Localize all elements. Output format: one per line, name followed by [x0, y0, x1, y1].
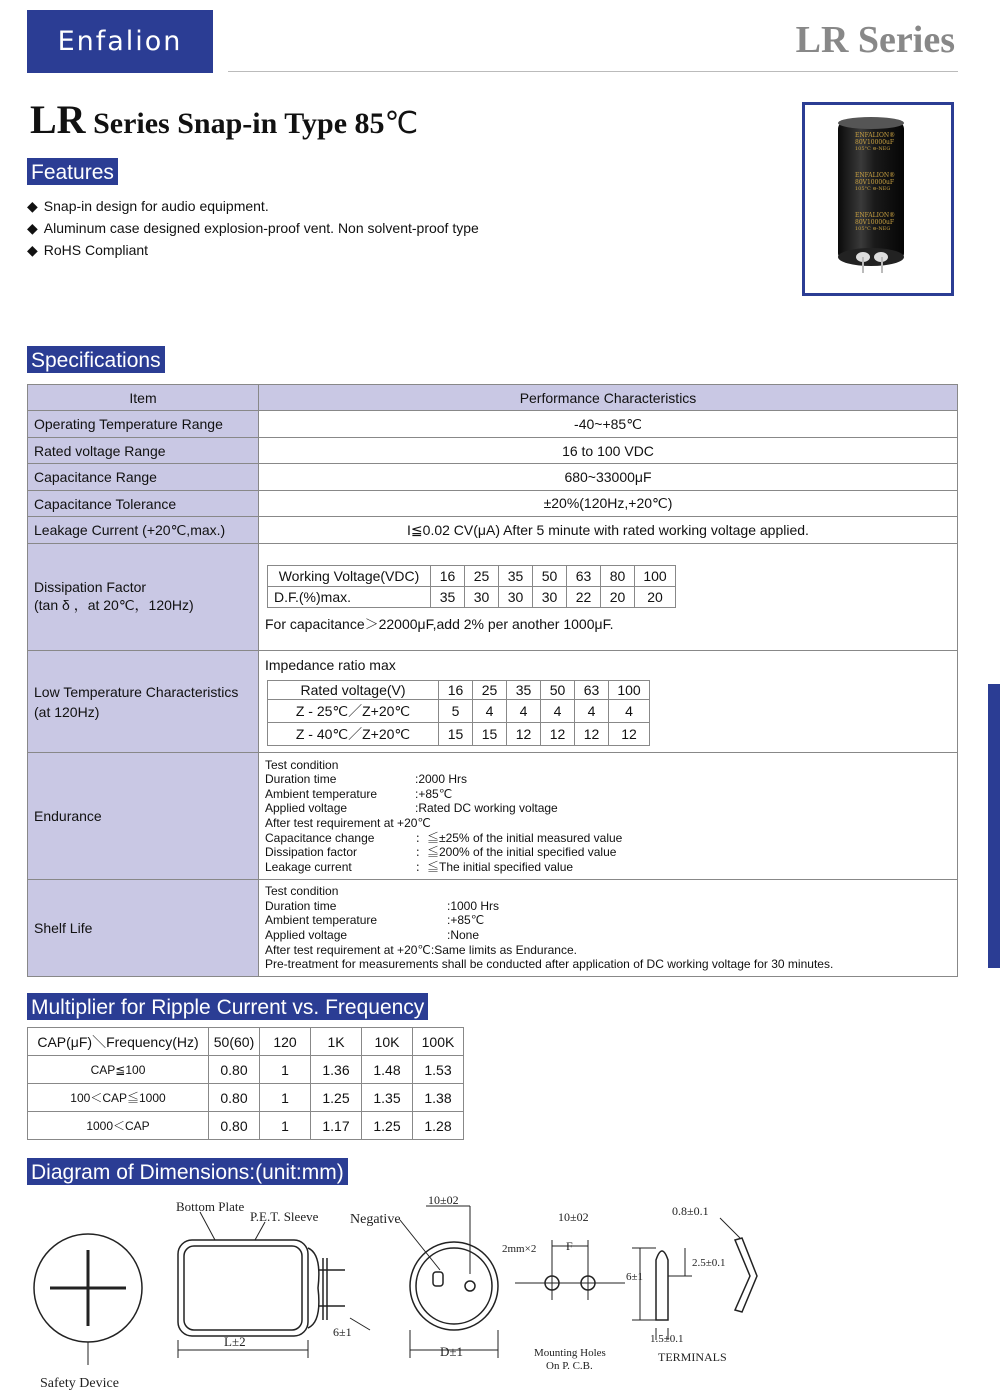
f-dim-label: F [566, 1239, 573, 1253]
diameter-dim-label: D±1 [440, 1344, 464, 1359]
two-mm-label: 2mm×2 [502, 1243, 537, 1255]
df-header-cell: 80 [601, 565, 635, 586]
ripple-header-cell: 1K [311, 1028, 362, 1056]
photo-text: 105°C ⊖-NEG [855, 146, 891, 152]
spec-value: I≦0.02 CV(μA) After 5 minute with rated working voltage applied. [259, 517, 958, 544]
shelf-row [265, 928, 951, 943]
shelf-after: After test requirement at +20℃:Same limits as Endurance. [265, 942, 577, 957]
row-label: Applied voltage [265, 928, 348, 942]
lowtemp-cell-value: 15 [439, 723, 473, 746]
endurance-row [265, 772, 951, 787]
lowtemp-header-cell: 100 [609, 681, 650, 700]
df-note: For capacitance＞22000μF,add 2% per another 1000μF. [265, 615, 614, 632]
endurance-req-row [265, 860, 951, 875]
series-code: LR [30, 97, 86, 142]
ripple-row-label: CAP≦100 [28, 1056, 209, 1084]
lowtemp-cell-value: 4 [575, 700, 609, 723]
ripple-header-cell: 10K [362, 1028, 413, 1056]
endurance-row [265, 801, 951, 816]
shelf-test-condition: Test condition [265, 884, 339, 899]
mounting-holes-sublabel: On P. C.B. [546, 1360, 593, 1372]
endurance-req-row [265, 845, 951, 860]
photo-text: 105°C ⊖-NEG [855, 226, 891, 232]
mounting-holes-label: Mounting Holes [534, 1347, 606, 1359]
col-item-header: Item [28, 385, 259, 411]
ripple-row-label: 1000＜CAP [28, 1112, 209, 1140]
photo-text: 105°C ⊖-NEG [855, 186, 891, 192]
lowtemp-cell-value: 4 [609, 700, 650, 723]
ripple-value: 1.53 [413, 1056, 464, 1084]
row-label: Dissipation factor [265, 845, 358, 860]
endurance-after: After test requirement at +20℃ [265, 816, 431, 830]
spec-item: Capacitance Tolerance [28, 491, 259, 517]
photo-text: 80V10000uF [855, 179, 895, 186]
ripple-value: 1.17 [311, 1112, 362, 1140]
side-accent-bar [988, 684, 1000, 968]
lowtemp-caption: Impedance ratio max [265, 657, 396, 673]
capacitor-image [805, 105, 951, 293]
feature-item: ◆ Snap-in design for audio equipment. [27, 195, 479, 217]
ripple-value: 1 [260, 1056, 311, 1084]
df-cell-value: D.F.(%)max. [268, 586, 431, 607]
lowtemp-header-cell: 63 [575, 681, 609, 700]
pet-sleeve-label: P.E.T. Sleeve [250, 1209, 319, 1224]
bottom-plate-label: Bottom Plate [176, 1199, 245, 1214]
row-value: :+85℃ [447, 913, 485, 928]
shelf-cell [259, 880, 958, 977]
feature-item: ◆ RoHS Compliant [27, 239, 479, 261]
shelf-row [265, 913, 951, 928]
spec-item: Shelf Life [28, 880, 259, 977]
row-label: Capacitance change [265, 830, 375, 845]
terminal-view [632, 1218, 757, 1340]
df-cell-value: 20 [601, 586, 635, 607]
product-photo [802, 102, 954, 296]
df-header-cell: 100 [635, 565, 676, 586]
row-label: Ambient temperature [265, 786, 378, 801]
endurance-row [265, 787, 951, 802]
lowtemp-header-cell: 35 [507, 681, 541, 700]
lowtemp-cell-value: Z - 25℃／Z+20℃ [268, 700, 439, 723]
negative-label: Negative [350, 1212, 401, 1227]
ripple-value: 0.80 [209, 1112, 260, 1140]
ripple-table [27, 1027, 464, 1140]
lowtemp-cell-value: 12 [507, 723, 541, 746]
pin-b-label: 1.5±0.1 [650, 1333, 684, 1345]
ripple-value: 1.35 [362, 1084, 413, 1112]
shelf-pre: Pre-treatment for measurements shall be conducted after application of DC working voltage for 30 minutes. [265, 957, 834, 972]
pin-width-label: 0.8±0.1 [672, 1204, 709, 1218]
ripple-heading: Multiplier for Ripple Current vs. Frequency [27, 993, 428, 1020]
photo-text: ENFALION® [855, 172, 896, 179]
page-title [30, 96, 418, 143]
df-cell-value: 30 [533, 586, 567, 607]
title-text: Series Snap-in Type 85 [85, 107, 385, 140]
df-cell-value: 20 [635, 586, 676, 607]
row-value: :Rated DC working voltage [415, 801, 558, 816]
ripple-header-cell: CAP(μF)＼Frequency(Hz) [28, 1028, 209, 1056]
ten-b-label: 10±02 [558, 1210, 589, 1224]
row-value: :None [447, 928, 480, 942]
ripple-value: 1.28 [413, 1112, 464, 1140]
row-value: ：≦±25% of the initial measured value [415, 830, 623, 845]
capacitor-bottom-view [400, 1206, 498, 1358]
spec-item: Endurance [28, 753, 259, 880]
lowtemp-cell-value: 4 [473, 700, 507, 723]
features-list [27, 195, 479, 261]
ripple-value: 1 [260, 1084, 311, 1112]
dimensions-diagram [0, 1190, 1000, 1400]
df-sublabel: (tan δ ，at 20℃，120Hz) [34, 597, 194, 613]
lowtemp-table [267, 680, 650, 746]
df-cell-value: 30 [465, 586, 499, 607]
terminals-label: TERMINALS [658, 1350, 727, 1364]
lowtemp-header-cell: Rated voltage(V) [268, 681, 439, 700]
series-title: LR Series [795, 19, 955, 61]
df-cell-value: 35 [431, 586, 465, 607]
lowtemp-cell-value: 12 [609, 723, 650, 746]
lowtemp-cell [259, 651, 958, 753]
spec-item [28, 544, 259, 651]
ripple-value: 1.38 [413, 1084, 464, 1112]
ripple-value: 1.25 [362, 1112, 413, 1140]
lowtemp-cell-value: 15 [473, 723, 507, 746]
features-heading: Features [27, 158, 118, 185]
lowtemp-label: Low Temperature Characteristics [34, 683, 239, 700]
lowtemp-cell-value: 4 [507, 700, 541, 723]
photo-text: ENFALION® [855, 132, 896, 139]
df-header-cell: 63 [567, 565, 601, 586]
lowtemp-sublabel: (at 120Hz) [34, 703, 100, 720]
spec-value: 680~33000μF [259, 464, 958, 491]
ripple-header-cell: 50(60) [209, 1028, 260, 1056]
lowtemp-header-cell: 25 [473, 681, 507, 700]
row-value: :1000 Hrs [447, 898, 500, 913]
shelf-row [265, 899, 951, 914]
col-perf-header: Performance Characteristics [259, 385, 958, 411]
ripple-value: 0.80 [209, 1056, 260, 1084]
row-label: Ambient temperature [265, 913, 378, 928]
ripple-value: 1.48 [362, 1056, 413, 1084]
photo-text: 80V10000uF [855, 219, 895, 226]
ripple-value: 0.80 [209, 1084, 260, 1112]
ten-a-label: 10±02 [428, 1193, 459, 1207]
spec-value: -40~+85℃ [259, 411, 958, 438]
lowtemp-cell-value: 5 [439, 700, 473, 723]
title-unit: ℃ [384, 107, 419, 140]
df-header-cell: 25 [465, 565, 499, 586]
lowtemp-cell-value: 12 [575, 723, 609, 746]
spec-value: ±20%(120Hz,+20℃) [259, 491, 958, 517]
row-value: :+85℃ [415, 786, 453, 801]
df-cell [259, 544, 958, 651]
row-label: Duration time [265, 898, 337, 913]
lowtemp-cell-value: Z - 40℃／Z+20℃ [268, 723, 439, 746]
ripple-value: 1 [260, 1112, 311, 1140]
six-dim-label: 6±1 [333, 1325, 352, 1339]
lowtemp-header-cell: 16 [439, 681, 473, 700]
length-dim-label: L±2 [224, 1334, 246, 1349]
safety-device-label: Safety Device [40, 1376, 119, 1391]
df-cell-value: 30 [499, 586, 533, 607]
row-value: ：≦200% of the initial specified value [415, 845, 617, 860]
feature-item: ◆ Aluminum case designed explosion-proof vent. Non solvent-proof type [27, 217, 479, 239]
spec-item: Rated voltage Range [28, 438, 259, 464]
dimensions-heading: Diagram of Dimensions:(unit:mm) [27, 1158, 348, 1185]
spec-value: 16 to 100 VDC [259, 438, 958, 464]
df-label: Dissipation Factor [34, 579, 147, 595]
df-header-cell: 50 [533, 565, 567, 586]
spec-item [28, 651, 259, 753]
safety-device-view [34, 1234, 142, 1365]
brand-logo: Enfalion [27, 10, 213, 73]
df-table [267, 565, 676, 608]
lowtemp-cell-value: 4 [541, 700, 575, 723]
row-label: Applied voltage [265, 801, 348, 816]
spec-item: Leakage Current (+20℃,max.) [28, 517, 259, 544]
ripple-row-label: 100＜CAP≦1000 [28, 1084, 209, 1112]
lowtemp-cell-value: 12 [541, 723, 575, 746]
row-label: Duration time [265, 772, 337, 787]
endurance-test-condition: Test condition [265, 757, 339, 772]
spec-item: Operating Temperature Range [28, 411, 259, 438]
df-header-cell: 35 [499, 565, 533, 586]
pin-height-label: 6±1 [626, 1271, 644, 1283]
row-value: ：≦The initial specified value [415, 859, 574, 874]
ripple-value: 1.36 [311, 1056, 362, 1084]
photo-text: 80V10000uF [855, 139, 895, 146]
df-header-cell: 16 [431, 565, 465, 586]
row-value: :2000 Hrs [415, 772, 468, 787]
spec-item: Capacitance Range [28, 464, 259, 491]
row-label: Leakage current [265, 859, 352, 874]
ripple-header-cell: 120 [260, 1028, 311, 1056]
specifications-heading: Specifications [27, 346, 165, 373]
ripple-header-cell: 100K [413, 1028, 464, 1056]
ripple-value: 1.25 [311, 1084, 362, 1112]
specifications-table [27, 384, 958, 977]
df-header-cell: Working Voltage(VDC) [268, 565, 431, 586]
lowtemp-header-cell: 50 [541, 681, 575, 700]
header-divider [228, 71, 958, 72]
photo-text: ENFALION® [855, 212, 896, 219]
endurance-req-row [265, 831, 951, 846]
pin-a-label: 2.5±0.1 [692, 1257, 726, 1269]
endurance-cell [259, 753, 958, 880]
df-cell-value: 22 [567, 586, 601, 607]
